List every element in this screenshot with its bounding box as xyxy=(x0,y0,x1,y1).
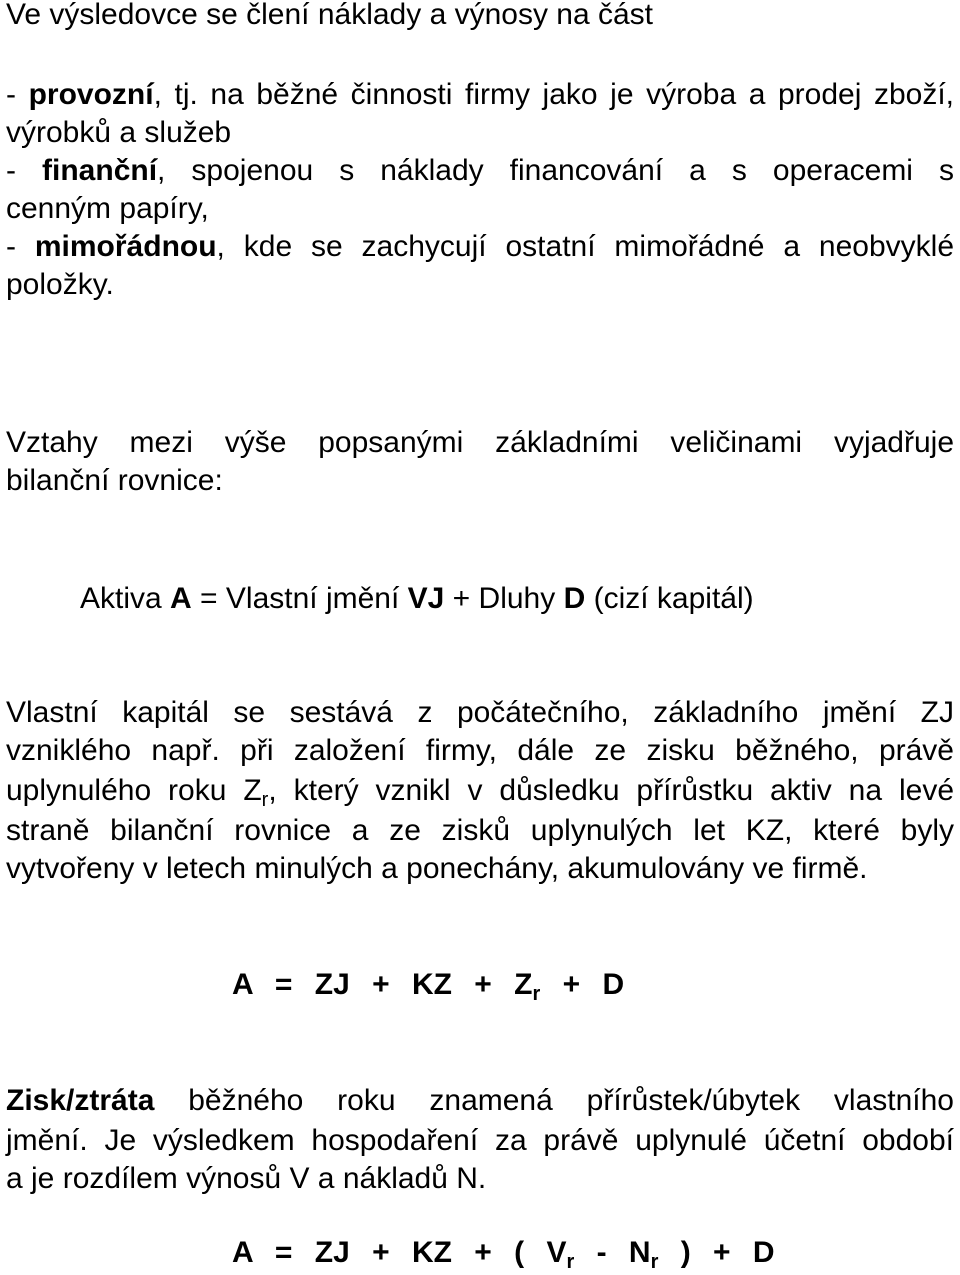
equation-text: + D xyxy=(540,968,625,1001)
list-item-mimoradna xyxy=(6,228,954,266)
equity-paragraph-line4 xyxy=(6,812,954,850)
symbol-D: D xyxy=(563,582,586,615)
subscript-r: r xyxy=(532,983,541,1005)
symbol-VJ: VJ xyxy=(407,582,445,615)
list-item-mimoradna-cont xyxy=(6,266,114,304)
equation-text: - N xyxy=(574,1236,651,1269)
equity-paragraph xyxy=(6,694,954,732)
list-item-financni-cont xyxy=(6,190,209,228)
equity-paragraph-line3 xyxy=(6,772,954,810)
intro-heading-text: Ve výsledovce se člení náklady a výnosy na část xyxy=(6,0,654,31)
list-dash: - xyxy=(6,230,35,263)
equity-text: vzniklého např. při založení firmy, dále ze zisku běžného, právě xyxy=(6,734,954,767)
list-item-text: výrobků a služeb xyxy=(6,116,232,149)
equity-paragraph-line2 xyxy=(6,732,954,770)
equity-paragraph-line5 xyxy=(6,850,868,888)
list-item-text: cenným papíry, xyxy=(6,192,209,225)
list-item-text: položky. xyxy=(6,268,114,301)
relations-paragraph-cont xyxy=(6,462,223,500)
equity-text: , který vznikl v důsledku přírůstku aktiv na levé xyxy=(268,774,955,807)
profit-paragraph xyxy=(6,1082,954,1120)
profit-text: jmění. Je výsledkem hospodaření za právě uplynulé účetní období xyxy=(6,1124,954,1157)
list-dash: - xyxy=(6,78,29,111)
symbol-A: A xyxy=(170,582,192,615)
equity-equation xyxy=(232,966,624,1004)
list-item-text: , kde se zachycují ostatní mimořádné a neobvyklé xyxy=(216,230,954,263)
profit-equation xyxy=(232,1234,775,1272)
relations-paragraph xyxy=(6,424,954,462)
profit-text: běžného roku znamená přírůstek/úbytek vlastního xyxy=(154,1084,954,1117)
subscript-r: r xyxy=(261,789,269,811)
list-item-provozni-cont xyxy=(6,114,231,152)
subscript-r: r xyxy=(566,1251,575,1273)
term-financni: finanční xyxy=(42,154,158,187)
list-item-text: , tj. na běžné činnosti firmy jako je výroba a prodej zboží, xyxy=(153,78,954,111)
list-item-provozni xyxy=(6,76,954,114)
profit-text: a je rozdílem výnosů V a nákladů N. xyxy=(6,1162,487,1195)
balance-equation xyxy=(80,580,754,618)
equity-text: uplynulého roku Z xyxy=(6,774,262,807)
equation-text: A = ZJ + KZ + ( V xyxy=(232,1236,567,1269)
intro-heading xyxy=(6,0,653,34)
list-item-financni xyxy=(6,152,954,190)
equity-text: vytvořeny v letech minulých a ponechány, akumulovány ve firmě. xyxy=(6,852,868,885)
profit-paragraph-line2 xyxy=(6,1122,954,1160)
equity-text: straně bilanční rovnice a ze zisků uplynulých let KZ, které byly xyxy=(6,814,954,847)
equation-text: A = ZJ + KZ + Z xyxy=(232,968,533,1001)
subscript-r: r xyxy=(650,1251,659,1273)
term-zisk-ztrata: Zisk/ztráta xyxy=(6,1084,155,1117)
relations-text: Vztahy mezi výše popsanými základními veličinami vyjadřuje xyxy=(6,426,954,459)
term-provozni: provozní xyxy=(28,78,154,111)
equation-text: Aktiva xyxy=(80,582,171,615)
list-item-text: , spojenou s náklady financování a s operacemi s xyxy=(157,154,955,187)
equation-text: ) + D xyxy=(658,1236,775,1269)
relations-text: bilanční rovnice: xyxy=(6,464,223,497)
list-dash: - xyxy=(6,154,43,187)
equity-text: Vlastní kapitál se sestává z počátečního, základního jmění ZJ xyxy=(6,696,954,729)
equation-text: = Vlastní jmění xyxy=(191,582,408,615)
equation-text: (cizí kapitál) xyxy=(585,582,754,615)
term-mimoradna: mimořádnou xyxy=(34,230,217,263)
equation-text: + Dluhy xyxy=(444,582,564,615)
profit-paragraph-line3 xyxy=(6,1160,486,1198)
